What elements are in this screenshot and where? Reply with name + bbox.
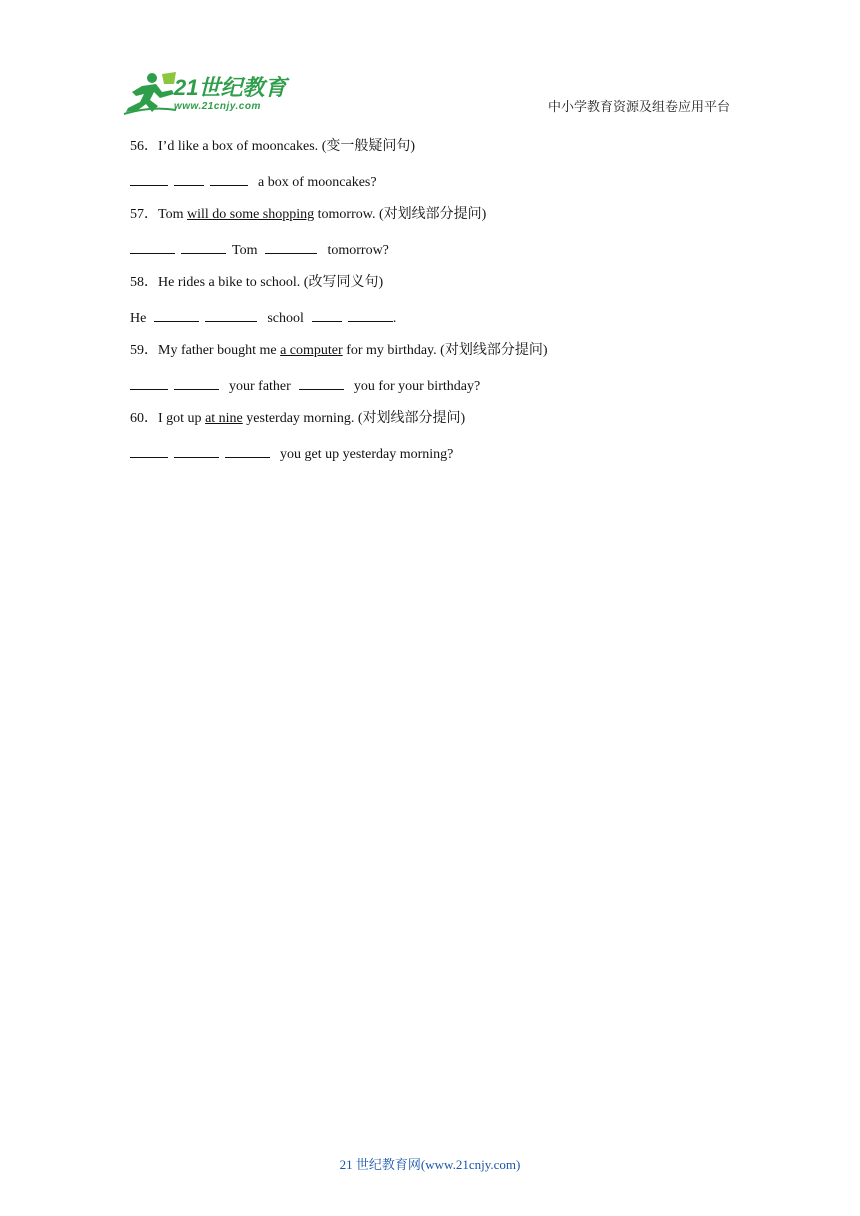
answer-text: Tom <box>232 243 258 258</box>
underlined-phrase: a computer <box>280 343 343 358</box>
answer-line-58 <box>130 307 730 341</box>
runner-logo-icon <box>122 70 178 116</box>
answer-blank[interactable] <box>174 171 204 186</box>
answer-blank[interactable] <box>130 375 168 390</box>
answer-line-59 <box>130 375 730 409</box>
answer-blank[interactable] <box>174 443 219 458</box>
question-prompt-tail: tomorrow. <box>314 207 379 222</box>
answer-line-57 <box>130 239 730 273</box>
page-header <box>0 0 860 120</box>
question-number: 59． <box>130 343 158 358</box>
answer-blank[interactable] <box>348 307 393 322</box>
logo-url: www.21cnjy.com <box>174 101 261 112</box>
answer-blank[interactable] <box>205 307 257 322</box>
question-instruction: (对划线部分提问) <box>357 411 466 426</box>
answer-text: you get up yesterday morning? <box>280 447 454 462</box>
underlined-phrase: at nine <box>205 411 243 426</box>
question-prompt: I’d like a box of mooncakes. <box>158 139 322 154</box>
answer-blank[interactable] <box>210 171 248 186</box>
question-number: 58． <box>130 275 158 290</box>
answer-text: you for your birthday? <box>353 379 481 394</box>
exercise-list <box>130 137 730 477</box>
question-59 <box>130 341 730 375</box>
question-prompt: I got up <box>158 411 206 426</box>
question-58 <box>130 273 730 307</box>
answer-blank[interactable] <box>130 443 168 458</box>
question-prompt: He rides a bike to school. <box>158 275 304 290</box>
question-number: 56． <box>130 139 158 154</box>
answer-blank[interactable] <box>181 239 226 254</box>
question-60 <box>130 409 730 443</box>
question-instruction: (改写同义句) <box>303 275 384 290</box>
logo-text: 21世纪教育 <box>174 75 287 100</box>
question-56 <box>130 137 730 171</box>
question-number: 60． <box>130 411 158 426</box>
answer-text: your father <box>229 379 291 394</box>
answer-text: a box of mooncakes? <box>258 175 377 190</box>
answer-text: He <box>130 311 147 326</box>
answer-text: school <box>267 311 304 326</box>
answer-text: . <box>392 311 397 326</box>
question-prompt-tail: for my birthday. <box>342 343 441 358</box>
answer-blank[interactable] <box>265 239 317 254</box>
answer-line-60 <box>130 443 730 477</box>
answer-line-56 <box>130 171 730 205</box>
header-platform-text: 中小学教育资源及组卷应用平台 <box>547 99 730 114</box>
logo <box>122 70 292 116</box>
answer-blank[interactable] <box>299 375 344 390</box>
answer-blank[interactable] <box>130 239 175 254</box>
question-57 <box>130 205 730 239</box>
question-instruction: (对划线部分提问) <box>378 207 487 222</box>
page-footer: 21 世纪教育网(www.21cnjy.com) <box>339 1157 521 1172</box>
answer-blank[interactable] <box>312 307 342 322</box>
question-prompt: Tom <box>158 207 187 222</box>
question-number: 57． <box>130 207 158 222</box>
question-instruction: (变一般疑问句) <box>321 139 416 154</box>
answer-blank[interactable] <box>225 443 270 458</box>
answer-blank[interactable] <box>130 171 168 186</box>
answer-blank[interactable] <box>174 375 219 390</box>
question-instruction: (对划线部分提问) <box>440 343 548 358</box>
question-prompt: My father bought me <box>158 343 281 358</box>
answer-blank[interactable] <box>154 307 199 322</box>
answer-text: tomorrow? <box>327 243 389 258</box>
question-prompt-tail: yesterday morning. <box>242 411 358 426</box>
underlined-phrase: will do some shopping <box>186 207 315 222</box>
